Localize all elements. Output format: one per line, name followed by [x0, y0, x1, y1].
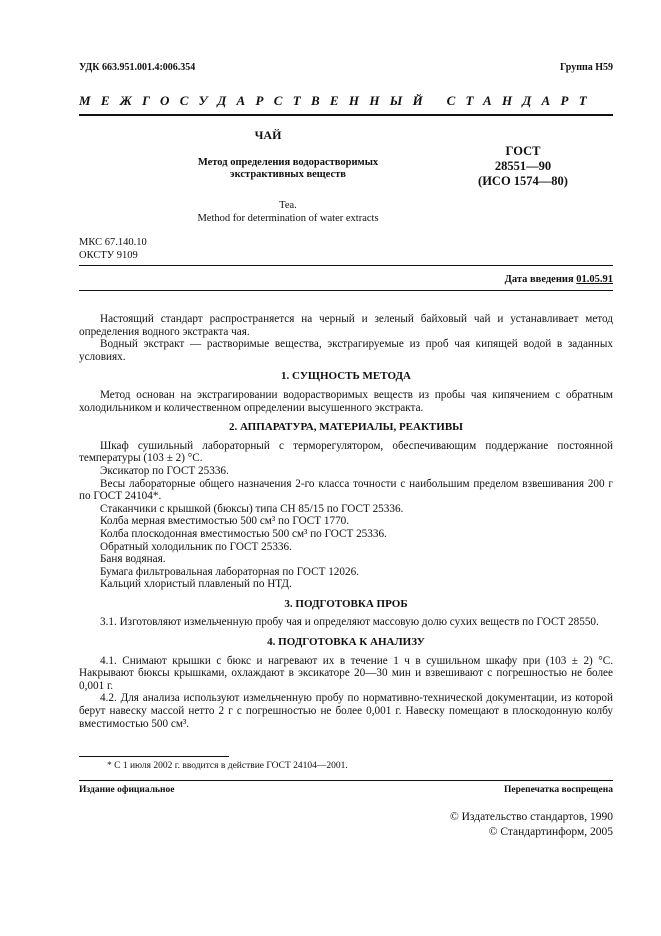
copyright-block [450, 810, 613, 840]
introduction-date-value: 01.05.91 [576, 274, 613, 285]
english-title [168, 199, 408, 225]
section-paragraph: Метод основан на экстрагировании водорастворимых веществ из пробы чая кипячением с обратным холодильником и количественном определении высушенного экстракта. [79, 388, 613, 414]
footnote: * С 1 июля 2002 г. вводится в действие ГОСТ 24104—2001. [107, 761, 348, 771]
udk-code: УДК 663.951.001.4:006.354 [79, 62, 196, 73]
english-title-line: Tea. [279, 200, 297, 211]
copyright-line: © Стандартинформ, 2005 [488, 826, 613, 838]
equipment-item: Шкаф сушильный лабораторный с терморегулятором, обеспечивающим поддержание постоянной температуры (103 ± 2) °С. [79, 439, 613, 465]
section-heading: 3. ПОДГОТОВКА ПРОБ [284, 597, 408, 610]
section-heading: 4. ПОДГОТОВКА К АНАЛИЗУ [267, 636, 425, 649]
date-rule [79, 290, 613, 291]
codes-rule [79, 265, 613, 266]
copyright-line: © Издательство стандартов, 1990 [449, 811, 613, 823]
equipment-item: Баня водяная. [100, 553, 166, 566]
section-paragraph: 4.1. Снимают крышки с бюкс и нагревают их в течение 1 ч в сушильном шкафу при (103 ± 2) °С. Накрывают бюксы крышками, охлаждают в эксикаторе 20—30 мин и взвешивают с погрешностью не более 0,001 г. [79, 654, 613, 692]
gost-number-block [452, 144, 594, 189]
gost-number: 28551—90 [494, 159, 552, 173]
intro-paragraph: Настоящий стандарт распространяется на черный и зеленый байховый чай и устанавливает метод определения водного экстракта чая. [79, 313, 613, 338]
introduction-date [505, 274, 613, 285]
header-rule [79, 114, 613, 116]
english-title-line: Method for determination of water extracts [197, 213, 379, 224]
group-code: Группа Н59 [560, 62, 613, 73]
section-paragraph: 4.2. Для анализа используют измельченную пробу по нормативно-технической документации, из которой берут навеску массой нетто 2 г с погрешностью не более 0,001 г. Навеску помещают в плоскодонную колбу вместимостью 500 см³. [79, 692, 613, 730]
document-title: ЧАЙ [254, 128, 282, 142]
section-heading: 2. АППАРАТУРА, МАТЕРИАЛЫ, РЕАКТИВЫ [229, 421, 463, 434]
iso-number: (ИСО 1574—80) [478, 174, 568, 188]
equipment-item: Колба мерная вместимостью 500 см³ по ГОСТ 1770. [100, 515, 350, 528]
edition-label: Издание официальное [79, 785, 175, 795]
okstu-code: ОКСТУ 9109 [79, 250, 138, 261]
equipment-item: Весы лабораторные общего назначения 2-го класса точности с наибольшим пределом взвешивания 200 г по ГОСТ 24104*. [79, 477, 613, 503]
document-body [79, 313, 613, 730]
footnote-rule [79, 756, 229, 757]
footer-rule [79, 780, 613, 781]
method-title-line: экстрактивных веществ [230, 169, 346, 180]
equipment-item: Колба плоскодонная вместимостью 500 см³ по ГОСТ 25336. [100, 527, 387, 540]
mks-code: МКС 67.140.10 [79, 237, 147, 248]
gost-label: ГОСТ [505, 144, 541, 158]
equipment-item: Кальций хлористый плавленый по НТД. [100, 578, 292, 591]
introduction-date-label: Дата введения [504, 274, 574, 285]
equipment-item: Эксикатор по ГОСТ 25336. [100, 464, 229, 477]
reprint-notice: Перепечатка воспрещена [503, 785, 613, 795]
method-title [168, 157, 408, 181]
standard-type-banner: МЕЖГОСУДАРСТВЕННЫЙ СТАНДАРТ [79, 93, 597, 108]
section-heading: 1. СУЩНОСТЬ МЕТОДА [281, 370, 411, 383]
equipment-item: Обратный холодильник по ГОСТ 25336. [100, 540, 292, 553]
equipment-item: Стаканчики с крышкой (бюксы) типа СН 85/15 по ГОСТ 25336. [100, 502, 404, 515]
equipment-item: Бумага фильтровальная лабораторная по ГОСТ 12026. [100, 565, 359, 578]
section-paragraph: 3.1. Изготовляют измельченную пробу чая и определяют массовую долю сухих веществ по ГОСТ 28550. [100, 616, 599, 629]
method-title-line: Метод определения водорастворимых [197, 157, 379, 168]
intro-paragraph: Водный экстракт — растворимые вещества, экстрагируемые из проб чая кипящей водой в заданных условиях. [79, 338, 613, 363]
classification-codes [79, 236, 147, 262]
title-block [168, 128, 408, 225]
